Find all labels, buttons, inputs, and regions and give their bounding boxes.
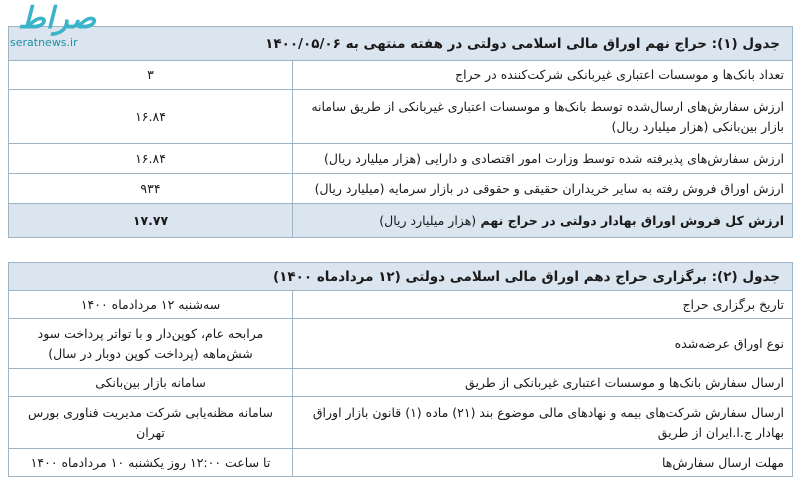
table-row xyxy=(9,397,793,449)
table1-total-row xyxy=(9,204,793,238)
total-label-cell xyxy=(293,204,793,238)
row-label: نوع اوراق عرضه‌شده xyxy=(293,319,793,369)
total-label: ارزش کل فروش اوراق بهادار دولتی در حراج نهم xyxy=(480,212,785,228)
table-row xyxy=(9,449,793,477)
table-row xyxy=(9,174,793,204)
table-row xyxy=(9,369,793,397)
row-label: ارسال سفارش بانک‌ها و موسسات اعتباری غیربانکی از طریق xyxy=(293,369,793,397)
table-row xyxy=(9,319,793,369)
row-label: تعداد بانک‌ها و موسسات اعتباری غیربانکی شرکت‌کننده در حراج xyxy=(293,61,793,90)
table-auction-10 xyxy=(8,262,793,477)
row-value: سامانه بازار بین‌بانکی xyxy=(9,369,293,397)
watermark-url: seratnews.ir xyxy=(10,36,78,49)
row-value: ۱۶.۸۴ xyxy=(9,144,293,174)
row-label: مهلت ارسال سفارش‌ها xyxy=(293,449,793,477)
row-value: ۹۳۴ xyxy=(9,174,293,204)
table2-title: جدول (۲): برگزاری حراج دهم اوراق مالی اسلامی دولتی (۱۲ مردادماه ۱۴۰۰) xyxy=(9,263,793,291)
row-value: سه‌شنبه ۱۲ مردادماه ۱۴۰۰ xyxy=(9,291,293,319)
table-row xyxy=(9,144,793,174)
row-label: ارسال سفارش شرکت‌های بیمه و نهادهای مالی موضوع بند (۲۱) ماده (۱) قانون بازار اوراق بهادار ج.ا.ایران از طریق xyxy=(293,397,793,449)
row-label: ارزش سفارش‌های ارسال‌شده توسط بانک‌ها و موسسات اعتباری غیربانکی از طریق سامانه بازار بین‌بانکی (هزار میلیارد ریال) xyxy=(293,90,793,144)
row-value: سامانه مظنه‌یابی شرکت مدیریت فناوری بورس تهران xyxy=(9,397,293,449)
table1-title: جدول (۱): حراج نهم اوراق مالی اسلامی دولتی در هفته منتهی به ۱۴۰۰/۰۵/۰۶ xyxy=(9,27,793,61)
table1-header-row xyxy=(9,27,793,61)
watermark-brand: صراط xyxy=(18,1,97,36)
table-row xyxy=(9,61,793,90)
watermark-logo xyxy=(8,1,108,54)
total-unit: (هزار میلیارد ریال) xyxy=(379,212,477,228)
row-value: مرابحه عام، کوپن‌دار و با تواتر پرداخت سود شش‌ماهه (پرداخت کوپن دوبار در سال) xyxy=(9,319,293,369)
row-value: ۱۶.۸۴ xyxy=(9,90,293,144)
row-label: تاریخ برگزاری حراج xyxy=(293,291,793,319)
total-value: ۱۷.۷۷ xyxy=(9,204,293,238)
table-row xyxy=(9,90,793,144)
row-value: ۳ xyxy=(9,61,293,90)
row-label: ارزش اوراق فروش رفته به سایر خریداران حقیقی و حقوقی در بازار سرمایه (میلیارد ریال) xyxy=(293,174,793,204)
table-row xyxy=(9,291,793,319)
table-auction-9 xyxy=(8,26,793,238)
table2-header-row xyxy=(9,263,793,291)
row-value: تا ساعت ۱۲:۰۰ روز یکشنبه ۱۰ مردادماه ۱۴۰۰ xyxy=(9,449,293,477)
row-label: ارزش سفارش‌های پذیرفته شده توسط وزارت امور اقتصادی و دارایی (هزار میلیارد ریال) xyxy=(293,144,793,174)
